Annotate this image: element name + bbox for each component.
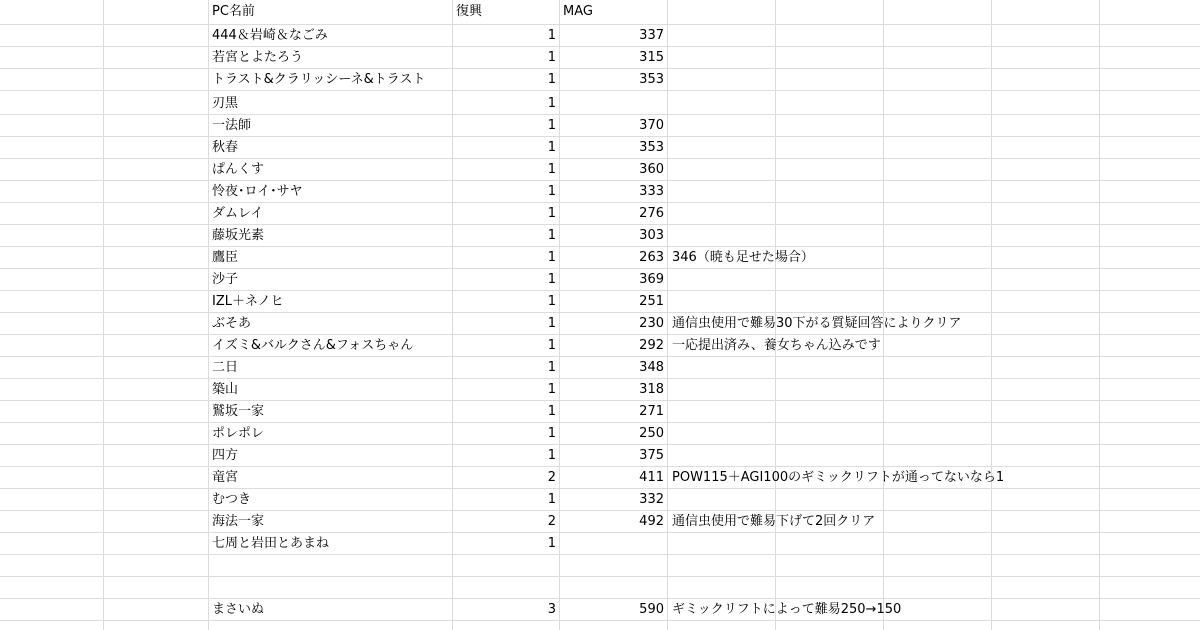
cell-pc-name[interactable]: 刃黒: [212, 96, 239, 111]
column-gridline: [452, 0, 453, 630]
header-fukko[interactable]: 復興: [456, 4, 483, 19]
cell-mag[interactable]: 411: [639, 470, 664, 485]
cell-fukko[interactable]: 1: [547, 338, 556, 353]
cell-pc-name[interactable]: 築山: [212, 382, 239, 397]
cell-mag[interactable]: 332: [639, 492, 664, 507]
cell-fukko[interactable]: 1: [547, 140, 556, 155]
cell-mag[interactable]: 370: [639, 118, 664, 133]
cell-mag[interactable]: 230: [639, 316, 664, 331]
cell-pc-name[interactable]: 藤坂光素: [212, 228, 265, 243]
cell-fukko[interactable]: 1: [547, 536, 556, 551]
cell-mag[interactable]: 360: [639, 162, 664, 177]
cell-pc-name[interactable]: 怜夜･ロイ･サヤ: [212, 184, 303, 199]
cell-fukko[interactable]: 1: [547, 448, 556, 463]
cell-fukko[interactable]: 1: [547, 316, 556, 331]
cell-mag[interactable]: 348: [639, 360, 664, 375]
cell-pc-name[interactable]: 鷲坂一家: [212, 404, 265, 419]
column-gridline: [1099, 0, 1100, 630]
cell-mag[interactable]: 353: [639, 140, 664, 155]
cell-fukko[interactable]: 1: [547, 206, 556, 221]
cell-mag[interactable]: 263: [639, 250, 664, 265]
cell-pc-name[interactable]: 竜宮: [212, 470, 239, 485]
cell-note[interactable]: ギミックリフトによって難易250→150: [672, 602, 902, 617]
cell-pc-name[interactable]: 沙子: [212, 272, 239, 287]
cell-pc-name[interactable]: 444＆岩崎＆なごみ: [212, 28, 328, 43]
cell-pc-name[interactable]: ポレポレ: [212, 426, 265, 441]
cell-mag[interactable]: [560, 577, 664, 599]
cell-fukko[interactable]: 2: [547, 514, 556, 529]
cell-fukko[interactable]: 1: [547, 272, 556, 287]
cell-pc-name[interactable]: まさいぬ: [212, 602, 265, 617]
cell-mag[interactable]: 375: [639, 448, 664, 463]
cell-pc-name[interactable]: IZL＋ネノヒ: [212, 294, 284, 309]
column-gridline: [667, 0, 668, 630]
cell-fukko[interactable]: 1: [547, 72, 556, 87]
cell-pc-name[interactable]: ぶそあ: [212, 316, 252, 331]
cell-pc-name[interactable]: 二日: [212, 360, 239, 375]
cell-fukko[interactable]: 1: [547, 294, 556, 309]
cell-pc-name[interactable]: 鷹臣: [212, 250, 239, 265]
cell-pc-name[interactable]: 秋春: [212, 140, 239, 155]
cell-note[interactable]: 一応提出済み、養女ちゃん込みです: [672, 338, 881, 353]
column-gridline: [103, 0, 104, 630]
cell-mag[interactable]: 292: [639, 338, 664, 353]
cell-fukko[interactable]: [456, 555, 556, 577]
cell-mag[interactable]: [560, 533, 664, 555]
cell-fukko[interactable]: 3: [547, 602, 556, 617]
cell-mag[interactable]: 337: [639, 28, 664, 43]
cell-mag[interactable]: 318: [639, 382, 664, 397]
cell-mag[interactable]: 250: [639, 426, 664, 441]
cell-fukko[interactable]: 1: [547, 96, 556, 111]
cell-pc-name[interactable]: 四方: [212, 448, 239, 463]
cell-note[interactable]: 通信虫使用で難易30下がる質疑回答によりクリア: [672, 316, 962, 331]
cell-pc-name[interactable]: 一法師: [212, 118, 252, 133]
cell-fukko[interactable]: 1: [547, 250, 556, 265]
cell-note[interactable]: POW115＋AGI100のギミックリフトが通ってないなら1: [672, 470, 1005, 485]
cell-pc-name[interactable]: トラスト&クラリッシーネ&トラスト: [212, 72, 426, 87]
cell-fukko[interactable]: [456, 577, 556, 599]
cell-note[interactable]: 346（暁も足せた場合）: [672, 250, 814, 265]
cell-mag[interactable]: [560, 555, 664, 577]
cell-mag[interactable]: 276: [639, 206, 664, 221]
column-gridline: [208, 0, 209, 630]
cell-fukko[interactable]: 2: [547, 470, 556, 485]
cell-pc-name[interactable]: 七周と岩田とあまね: [212, 536, 330, 551]
cell-mag[interactable]: 492: [639, 514, 664, 529]
cell-fukko[interactable]: 1: [547, 228, 556, 243]
cell-mag[interactable]: 271: [639, 404, 664, 419]
cell-mag[interactable]: 590: [639, 602, 664, 617]
header-mag[interactable]: MAG: [563, 4, 593, 19]
cell-fukko[interactable]: 1: [547, 50, 556, 65]
cell-pc-name[interactable]: 若宮とよたろう: [212, 50, 304, 65]
cell-mag[interactable]: 303: [639, 228, 664, 243]
cell-fukko[interactable]: 1: [547, 28, 556, 43]
cell-pc-name[interactable]: ダムレイ: [212, 206, 264, 221]
cell-fukko[interactable]: 1: [547, 118, 556, 133]
cell-mag[interactable]: 315: [639, 50, 664, 65]
cell-pc-name[interactable]: イズミ&バルクさん&フォスちゃん: [212, 338, 414, 353]
cell-pc-name[interactable]: むつき: [212, 492, 252, 507]
header-pc-name[interactable]: PC名前: [212, 4, 255, 19]
cell-fukko[interactable]: 1: [547, 404, 556, 419]
cell-pc-name[interactable]: 海法一家: [212, 514, 265, 529]
cell-mag[interactable]: 333: [639, 184, 664, 199]
cell-fukko[interactable]: 1: [547, 492, 556, 507]
cell-pc-name[interactable]: ぱんくす: [212, 162, 265, 177]
cell-note[interactable]: 通信虫使用で難易下げて2回クリア: [672, 514, 876, 529]
cell-mag[interactable]: 353: [639, 72, 664, 87]
cell-fukko[interactable]: 1: [547, 184, 556, 199]
cell-mag[interactable]: [560, 93, 664, 115]
column-gridline: [991, 0, 992, 630]
cell-mag[interactable]: 369: [639, 272, 664, 287]
cell-fukko[interactable]: 1: [547, 162, 556, 177]
cell-fukko[interactable]: 1: [547, 426, 556, 441]
cell-fukko[interactable]: 1: [547, 360, 556, 375]
cell-fukko[interactable]: 1: [547, 382, 556, 397]
cell-mag[interactable]: 251: [639, 294, 664, 309]
